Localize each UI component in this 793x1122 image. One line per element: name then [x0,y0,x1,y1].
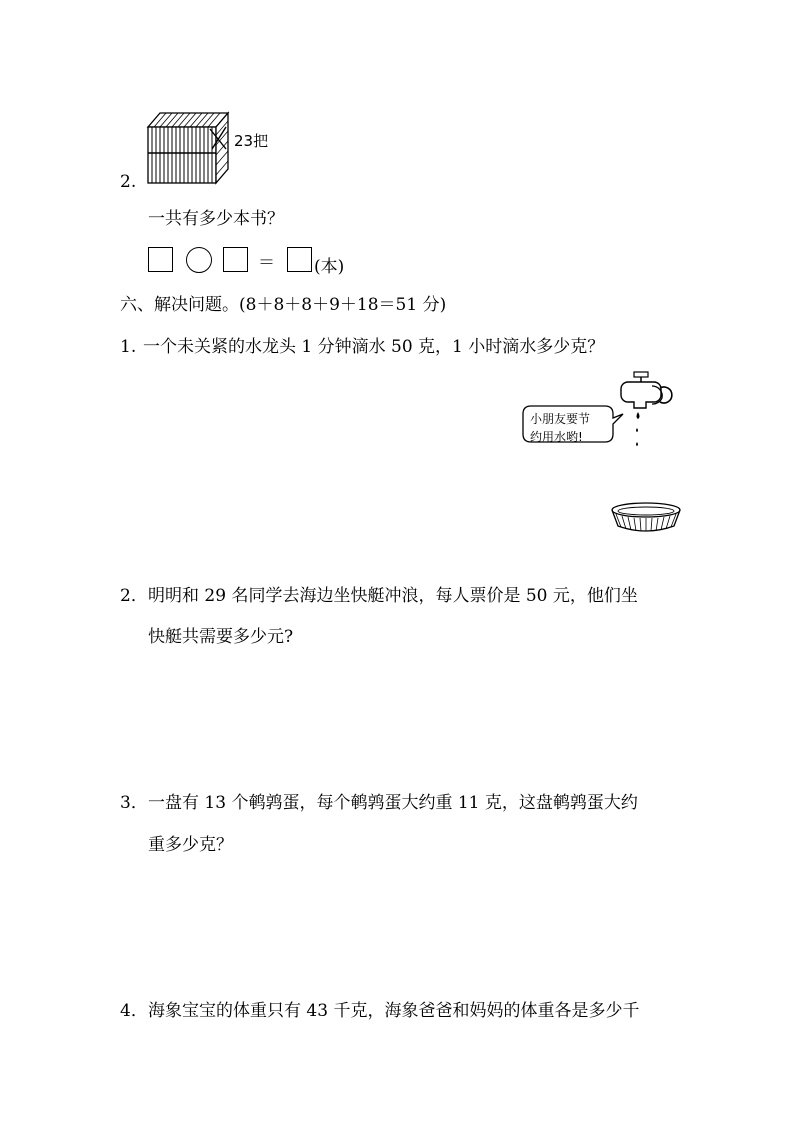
unit-label: (本) [314,257,345,277]
speech-bubble-line-1: 小朋友要节 [530,412,591,426]
basin-illustration [608,500,688,540]
problem-1-number: 1. [120,337,137,357]
equals-sign: ＝ [258,253,275,273]
problem-4-text-line-1: 海象宝宝的体重只有 43 千克，海象爸爸和妈妈的体重各是多少千 [148,1001,640,1021]
book-stack-label: 23把 [234,132,269,150]
problem-3-number: 3． [120,793,148,813]
problem-3-text-line-1: 一盘有 13 个鹌鹑蛋，每个鹌鹑蛋大约重 11 克，这盘鹌鹑蛋大约 [148,793,638,813]
question-2-number: 2. [120,172,137,192]
operator-circle[interactable] [186,247,212,273]
problem-2-number: 2． [120,586,148,606]
problem-2-text-line-2: 快艇共需要多少元? [148,627,294,647]
speech-bubble-line-2: 约用水哟! [530,430,583,444]
problem-4-number: 4． [120,1001,148,1021]
answer-box-2[interactable] [223,247,248,272]
answer-box-1[interactable] [148,247,173,272]
problem-3-text-line-2: 重多少克？ [148,835,233,855]
question-2-prompt: 一共有多少本书？ [148,209,284,229]
section-6-title: 六、解决问题。(8＋8＋8＋9＋18＝51 分) [120,295,447,315]
answer-box-result[interactable] [287,247,312,272]
problem-2-text-line-1: 明明和 29 名同学去海边坐快艇冲浪，每人票价是 50 元，他们坐 [148,586,638,606]
problem-1-text: 一个未关紧的水龙头 1 分钟滴水 50 克，1 小时滴水多少克？ [143,337,605,357]
